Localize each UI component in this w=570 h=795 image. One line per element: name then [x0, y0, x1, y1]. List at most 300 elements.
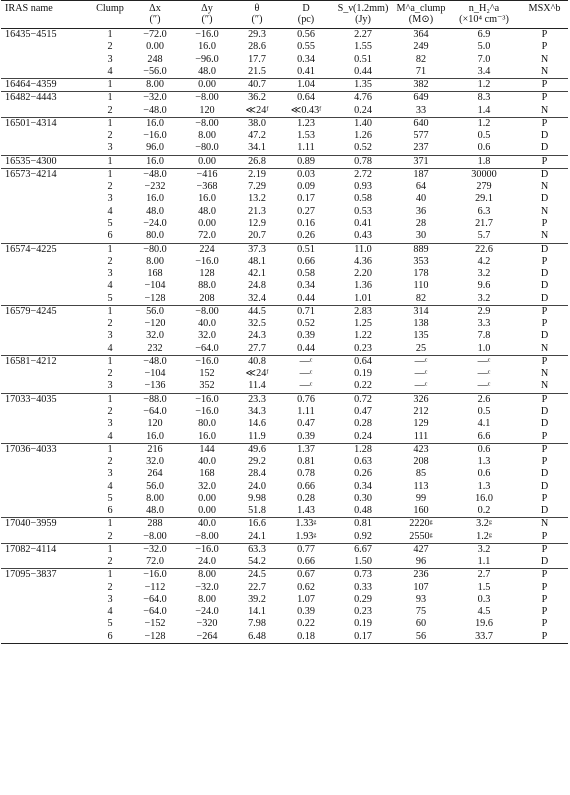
cell-mass: 30	[415, 230, 427, 242]
cell-dx: −24.0	[143, 217, 167, 229]
cell-flux: 0.34	[354, 480, 372, 492]
cell-msx: D	[540, 556, 549, 568]
cell-clump: 4	[107, 205, 113, 217]
cell-theta: 14.6	[248, 418, 266, 430]
cell-iras-name	[1, 206, 91, 218]
cell-dx: 32.0	[146, 330, 164, 342]
cell-flux: 4.76	[331, 92, 395, 105]
cell-flux: 0.24	[354, 104, 372, 116]
cell-mass: 135	[413, 330, 429, 342]
table-row	[1, 330, 568, 342]
cell-dx: 16.0	[146, 430, 164, 442]
cell-msx: P	[541, 255, 548, 267]
cell-msx: P	[541, 456, 548, 468]
cell-diameter: 0.16	[297, 217, 315, 229]
cell-msx: D	[540, 130, 549, 142]
cell-diameter: 0.66	[297, 556, 315, 568]
cell-mass: 96	[415, 556, 427, 568]
cell-mass: 577	[413, 130, 429, 142]
cell-dx: 16.0	[146, 193, 164, 205]
cell-dy: 0.00	[198, 505, 216, 517]
cell-clump: 2	[107, 530, 113, 542]
cell-dy: 224	[181, 243, 233, 256]
table-row	[1, 443, 568, 456]
header-col-iras-name-unit	[1, 14, 91, 29]
cell-dy: −24.0	[195, 606, 219, 618]
header-col-msx: MSX^b	[528, 3, 561, 14]
table-row	[1, 130, 568, 142]
cell-theta: 48.1	[248, 255, 266, 267]
cell-dx: 288	[129, 518, 181, 531]
cell-flux: 1.25	[354, 318, 372, 330]
cell-mass: 40	[415, 193, 427, 205]
cell-iras-name	[1, 130, 91, 142]
cell-dy: −8.00	[181, 305, 233, 318]
cell-density: 6.9	[477, 29, 491, 40]
cell-clump: 1	[91, 79, 129, 92]
cell-flux: 0.19	[354, 618, 372, 630]
cell-diameter: 0.52	[297, 318, 315, 330]
cell-clump: 2	[107, 456, 113, 468]
cell-msx: P	[521, 79, 568, 92]
cell-mass: 371	[395, 155, 447, 168]
cell-dx: 168	[147, 268, 163, 280]
cell-clump: 3	[107, 193, 113, 205]
cell-clump: 2	[107, 255, 113, 267]
cell-clump: 4	[107, 65, 113, 77]
cell-clump: 2	[107, 368, 113, 380]
cell-density: 6.6	[477, 430, 491, 442]
cell-clump: 3	[107, 468, 113, 480]
cell-dy: 128	[199, 268, 215, 280]
cell-msx: N	[540, 65, 549, 77]
cell-dx: −136	[144, 380, 166, 392]
cell-flux: 0.29	[354, 593, 372, 605]
cell-theta: 24.8	[248, 280, 266, 292]
cell-diameter: 0.71	[281, 305, 331, 318]
header-col-dx-unit: (″)	[129, 14, 181, 29]
cell-flux: 0.17	[331, 631, 395, 644]
cell-flux: 2.20	[354, 268, 372, 280]
header-col-clump: Clump	[96, 3, 124, 14]
cell-mass: 237	[413, 142, 429, 154]
cell-clump: 1	[91, 518, 129, 531]
cell-mass: 236	[395, 569, 447, 582]
header-col-msx-unit	[521, 14, 568, 29]
cell-dx: 120	[147, 418, 163, 430]
cell-msx: P	[541, 217, 548, 229]
cell-theta: 26.8	[233, 155, 281, 168]
cell-mass: 382	[395, 79, 447, 92]
cell-dy: 80.0	[198, 418, 216, 430]
cell-iras-name: 17082−4114	[1, 543, 91, 556]
cell-dy: 120	[199, 104, 215, 116]
cell-mass: 113	[413, 480, 429, 492]
cell-diameter: 0.66	[297, 255, 315, 267]
cell-theta: ≪24ᶠ	[245, 104, 269, 116]
cell-iras-name	[1, 618, 91, 630]
cell-density: 2.6	[447, 393, 521, 406]
cell-iras-name	[1, 105, 91, 118]
table-row	[1, 243, 568, 256]
cell-density: —ᶜ	[477, 380, 491, 392]
cell-theta: 14.1	[248, 606, 266, 618]
cell-mass: 82	[415, 292, 427, 304]
cell-mass: 129	[413, 418, 429, 430]
cell-clump: 4	[107, 480, 113, 492]
cell-msx: N	[540, 205, 549, 217]
cell-theta: 21.5	[248, 65, 266, 77]
table-row	[1, 218, 568, 230]
cell-theta: 39.2	[248, 593, 266, 605]
header-col-dx: Δx	[149, 3, 161, 14]
cell-clump: 4	[107, 342, 113, 354]
table-row	[1, 142, 568, 155]
cell-clump: 2	[107, 181, 113, 193]
cell-dx: 8.00	[146, 492, 164, 504]
cell-msx: P	[521, 92, 568, 105]
cell-clump: 3	[107, 418, 113, 430]
cell-mass: 82	[415, 53, 427, 65]
cell-clump: 1	[91, 355, 129, 368]
cell-iras-name	[1, 280, 91, 292]
cell-dx: 48.0	[146, 505, 164, 517]
cell-flux: 0.92	[354, 530, 372, 542]
cell-dx: 8.00	[129, 79, 181, 92]
cell-msx: P	[521, 569, 568, 582]
cell-flux: 0.43	[354, 230, 372, 242]
cell-density: 3.2	[447, 543, 521, 556]
cell-theta: 51.8	[248, 505, 266, 517]
cell-dy: −16.0	[181, 355, 233, 368]
cell-msx: P	[521, 443, 568, 456]
cell-density: 1.1	[477, 556, 491, 568]
cell-density: 0.5	[477, 405, 491, 417]
cell-diameter: 0.44	[297, 342, 315, 354]
table-row	[1, 168, 568, 181]
cell-dy: 48.0	[198, 205, 216, 217]
cell-mass: 364	[413, 29, 429, 40]
table-row	[1, 155, 568, 168]
cell-mass: 36	[415, 205, 427, 217]
cell-flux: 1.50	[354, 556, 372, 568]
cell-dy: −16.0	[181, 393, 233, 406]
cell-dy: −80.0	[195, 142, 219, 154]
cell-density: 1.0	[477, 342, 491, 354]
cell-density: 0.5	[477, 130, 491, 142]
cell-msx: P	[541, 29, 548, 40]
cell-msx: P	[521, 155, 568, 168]
cell-flux: 0.47	[354, 405, 372, 417]
cell-iras-name: 16581−4212	[1, 355, 91, 368]
header-col-diameter: D	[302, 3, 310, 14]
cell-iras-name: 16501−4314	[1, 117, 91, 130]
cell-clump: 1	[91, 155, 129, 168]
table-row	[1, 79, 568, 92]
cell-density: 0.6	[477, 468, 491, 480]
cell-dy: 8.00	[198, 130, 216, 142]
table-row	[1, 456, 568, 468]
cell-dx: −32.0	[129, 543, 181, 556]
cell-dy: 0.00	[198, 492, 216, 504]
header-col-iras-name: IRAS name	[5, 3, 53, 14]
cell-density: 1.3	[477, 480, 491, 492]
cell-dx: 0.00	[146, 41, 164, 53]
table-row	[1, 318, 568, 330]
cell-mass: 249	[413, 41, 429, 53]
cell-theta: 38.0	[233, 117, 281, 130]
cell-flux: 0.30	[354, 492, 372, 504]
cell-dy: −96.0	[195, 53, 219, 65]
cell-dx: −80.0	[129, 243, 181, 256]
cell-iras-name	[1, 505, 91, 518]
cell-iras-name	[1, 418, 91, 430]
cell-theta: 36.2	[233, 92, 281, 105]
cell-flux: 0.72	[331, 393, 395, 406]
cell-mass: 33	[415, 104, 427, 116]
cell-mass: 25	[415, 342, 427, 354]
cell-msx: N	[540, 368, 549, 380]
cell-clump: 3	[107, 330, 113, 342]
cell-msx: D	[521, 168, 568, 181]
clump-properties-table	[1, 1, 568, 644]
cell-msx: P	[521, 543, 568, 556]
cell-mass: —ᶜ	[414, 380, 428, 392]
cell-flux: 4.36	[354, 255, 372, 267]
table-row	[1, 29, 568, 42]
cell-diameter: 0.56	[297, 29, 315, 40]
cell-clump: 1	[91, 92, 129, 105]
cell-dy: 32.0	[198, 480, 216, 492]
cell-theta: 32.5	[248, 318, 266, 330]
cell-dx: −104	[144, 368, 166, 380]
cell-clump: 1	[91, 543, 129, 556]
header-col-density: n_H₂^a	[468, 3, 500, 14]
cell-flux: 0.93	[354, 181, 372, 193]
cell-density: 1.4	[477, 104, 491, 116]
cell-dx: 56.0	[129, 305, 181, 318]
cell-clump: 1	[107, 29, 113, 40]
cell-diameter: 0.34	[297, 53, 315, 65]
cell-iras-name	[1, 293, 91, 306]
cell-dy: −264	[181, 631, 233, 644]
cell-theta: 22.7	[248, 581, 266, 593]
header-col-theta-unit: (″)	[233, 14, 281, 29]
header-col-mass-unit: (M⊙)	[395, 14, 447, 29]
cell-msx: P	[541, 606, 548, 618]
cell-density: 33.7	[447, 631, 521, 644]
cell-diameter: 0.41	[297, 65, 315, 77]
cell-theta: 28.6	[248, 41, 266, 53]
cell-iras-name	[1, 181, 91, 193]
cell-msx: D	[540, 280, 549, 292]
cell-dx: −64.0	[143, 593, 167, 605]
cell-msx: P	[541, 618, 548, 630]
cell-theta: 11.4	[248, 380, 266, 392]
table-row	[1, 193, 568, 205]
cell-mass: 649	[395, 92, 447, 105]
cell-flux: 0.53	[354, 205, 372, 217]
cell-dy: 24.0	[198, 556, 216, 568]
cell-mass: 71	[415, 65, 427, 77]
cell-theta: 20.7	[248, 230, 266, 242]
cell-iras-name	[1, 256, 91, 268]
cell-diameter: —ᶜ	[299, 368, 313, 380]
cell-msx: P	[541, 530, 548, 542]
cell-flux: 2.27	[354, 29, 372, 40]
table-row	[1, 468, 568, 480]
header-col-flux-unit: (Jy)	[331, 14, 395, 29]
cell-density: 7.0	[477, 53, 491, 65]
cell-dy: −8.00	[195, 530, 219, 542]
cell-iras-name	[1, 66, 91, 79]
cell-msx: N	[540, 230, 549, 242]
cell-dy: 0.00	[181, 79, 233, 92]
cell-iras-name	[1, 456, 91, 468]
cell-dx: −8.00	[143, 530, 167, 542]
cell-diameter: 0.44	[297, 292, 315, 304]
cell-clump: 3	[107, 53, 113, 65]
cell-clump: 3	[107, 593, 113, 605]
cell-clump: 1	[91, 569, 129, 582]
cell-dy: −8.00	[181, 92, 233, 105]
cell-theta: 23.3	[233, 393, 281, 406]
cell-dx: −48.0	[129, 355, 181, 368]
cell-clump: 2	[107, 581, 113, 593]
table-row	[1, 518, 568, 531]
cell-dy: −64.0	[195, 342, 219, 354]
cell-dx: 232	[147, 342, 163, 354]
cell-msx: P	[521, 393, 568, 406]
cell-iras-name	[1, 606, 91, 618]
header-col-clump-unit	[91, 14, 129, 29]
cell-theta: 24.0	[248, 480, 266, 492]
cell-diameter: 0.27	[297, 205, 315, 217]
cell-iras-name	[1, 41, 91, 53]
cell-dy: 8.00	[181, 569, 233, 582]
cell-iras-name: 16574−4225	[1, 243, 91, 256]
cell-dx: −128	[129, 631, 181, 644]
cell-clump: 6	[107, 505, 113, 517]
table-row	[1, 368, 568, 380]
cell-flux: 2.83	[331, 305, 395, 318]
cell-iras-name: 16573−4214	[1, 168, 91, 181]
cell-theta: 29.3	[248, 29, 266, 40]
table-row	[1, 305, 568, 318]
cell-mass: 28	[415, 217, 427, 229]
cell-theta: 47.2	[248, 130, 266, 142]
table-row	[1, 481, 568, 493]
cell-mass: 110	[413, 280, 429, 292]
cell-dy: 72.0	[198, 230, 216, 242]
table-row	[1, 618, 568, 630]
cell-mass: 208	[413, 456, 429, 468]
cell-iras-name	[1, 330, 91, 342]
cell-diameter: —ᶜ	[281, 355, 331, 368]
cell-iras-name	[1, 431, 91, 444]
cell-density: 16.0	[475, 492, 493, 504]
cell-diameter: 0.66	[297, 480, 315, 492]
cell-clump: 6	[107, 230, 113, 242]
cell-dy: −8.00	[181, 117, 233, 130]
cell-theta: 17.7	[248, 53, 266, 65]
cell-clump: 1	[91, 393, 129, 406]
cell-mass: 75	[415, 606, 427, 618]
cell-dy: 32.0	[198, 330, 216, 342]
table-row	[1, 66, 568, 79]
cell-diameter: 0.64	[281, 92, 331, 105]
cell-flux: 0.51	[354, 53, 372, 65]
cell-density: 1.2	[447, 117, 521, 130]
header-col-dy: Δy	[201, 3, 213, 14]
cell-clump: 4	[107, 280, 113, 292]
cell-diameter: 0.51	[281, 243, 331, 256]
cell-dx: 216	[129, 443, 181, 456]
cell-density: 29.1	[475, 193, 493, 205]
cell-flux: 0.81	[331, 518, 395, 531]
cell-iras-name	[1, 343, 91, 356]
cell-msx: D	[540, 330, 549, 342]
cell-theta: 11.9	[248, 430, 266, 442]
cell-flux: 11.0	[331, 243, 395, 256]
cell-dy: 40.0	[181, 518, 233, 531]
cell-diameter: 0.18	[281, 631, 331, 644]
cell-theta: 49.6	[233, 443, 281, 456]
cell-flux: 0.33	[354, 581, 372, 593]
cell-density: 30000	[447, 168, 521, 181]
cell-diameter: 0.67	[281, 569, 331, 582]
table-row	[1, 431, 568, 444]
cell-flux: 0.24	[354, 430, 372, 442]
cell-flux: 0.78	[331, 155, 395, 168]
cell-dy: 16.0	[198, 430, 216, 442]
cell-diameter: 1.07	[297, 593, 315, 605]
table-row	[1, 268, 568, 280]
cell-density: 1.5	[477, 581, 491, 593]
cell-mass: 107	[413, 581, 429, 593]
cell-theta: 7.29	[248, 181, 266, 193]
cell-dx: −72.0	[143, 29, 167, 40]
cell-dx: 264	[147, 468, 163, 480]
cell-density: —ᶜ	[477, 368, 491, 380]
cell-density: 0.6	[447, 443, 521, 456]
cell-mass: 178	[413, 268, 429, 280]
cell-flux: 0.52	[354, 142, 372, 154]
cell-density: 21.7	[475, 217, 493, 229]
cell-flux: 0.73	[331, 569, 395, 582]
cell-msx: N	[540, 380, 549, 392]
cell-density: 0.3	[477, 593, 491, 605]
cell-diameter: 0.81	[297, 456, 315, 468]
cell-dx: 8.00	[146, 255, 164, 267]
cell-density: 0.2	[477, 505, 491, 517]
cell-density: 3.2ᵍ	[447, 518, 521, 531]
cell-dy: 16.0	[198, 41, 216, 53]
cell-flux: 0.19	[354, 368, 372, 380]
cell-dx: −88.0	[129, 393, 181, 406]
cell-msx: D	[540, 468, 549, 480]
cell-dx: −232	[144, 181, 166, 193]
cell-diameter: 0.62	[297, 581, 315, 593]
header-col-theta: θ	[254, 3, 260, 14]
cell-density: 1.3	[477, 456, 491, 468]
table-row	[1, 606, 568, 618]
cell-theta: 24.3	[248, 330, 266, 342]
cell-diameter: 1.33ᵍ	[281, 518, 331, 531]
cell-msx: D	[540, 505, 549, 517]
cell-dx: −64.0	[143, 405, 167, 417]
table-row	[1, 569, 568, 582]
